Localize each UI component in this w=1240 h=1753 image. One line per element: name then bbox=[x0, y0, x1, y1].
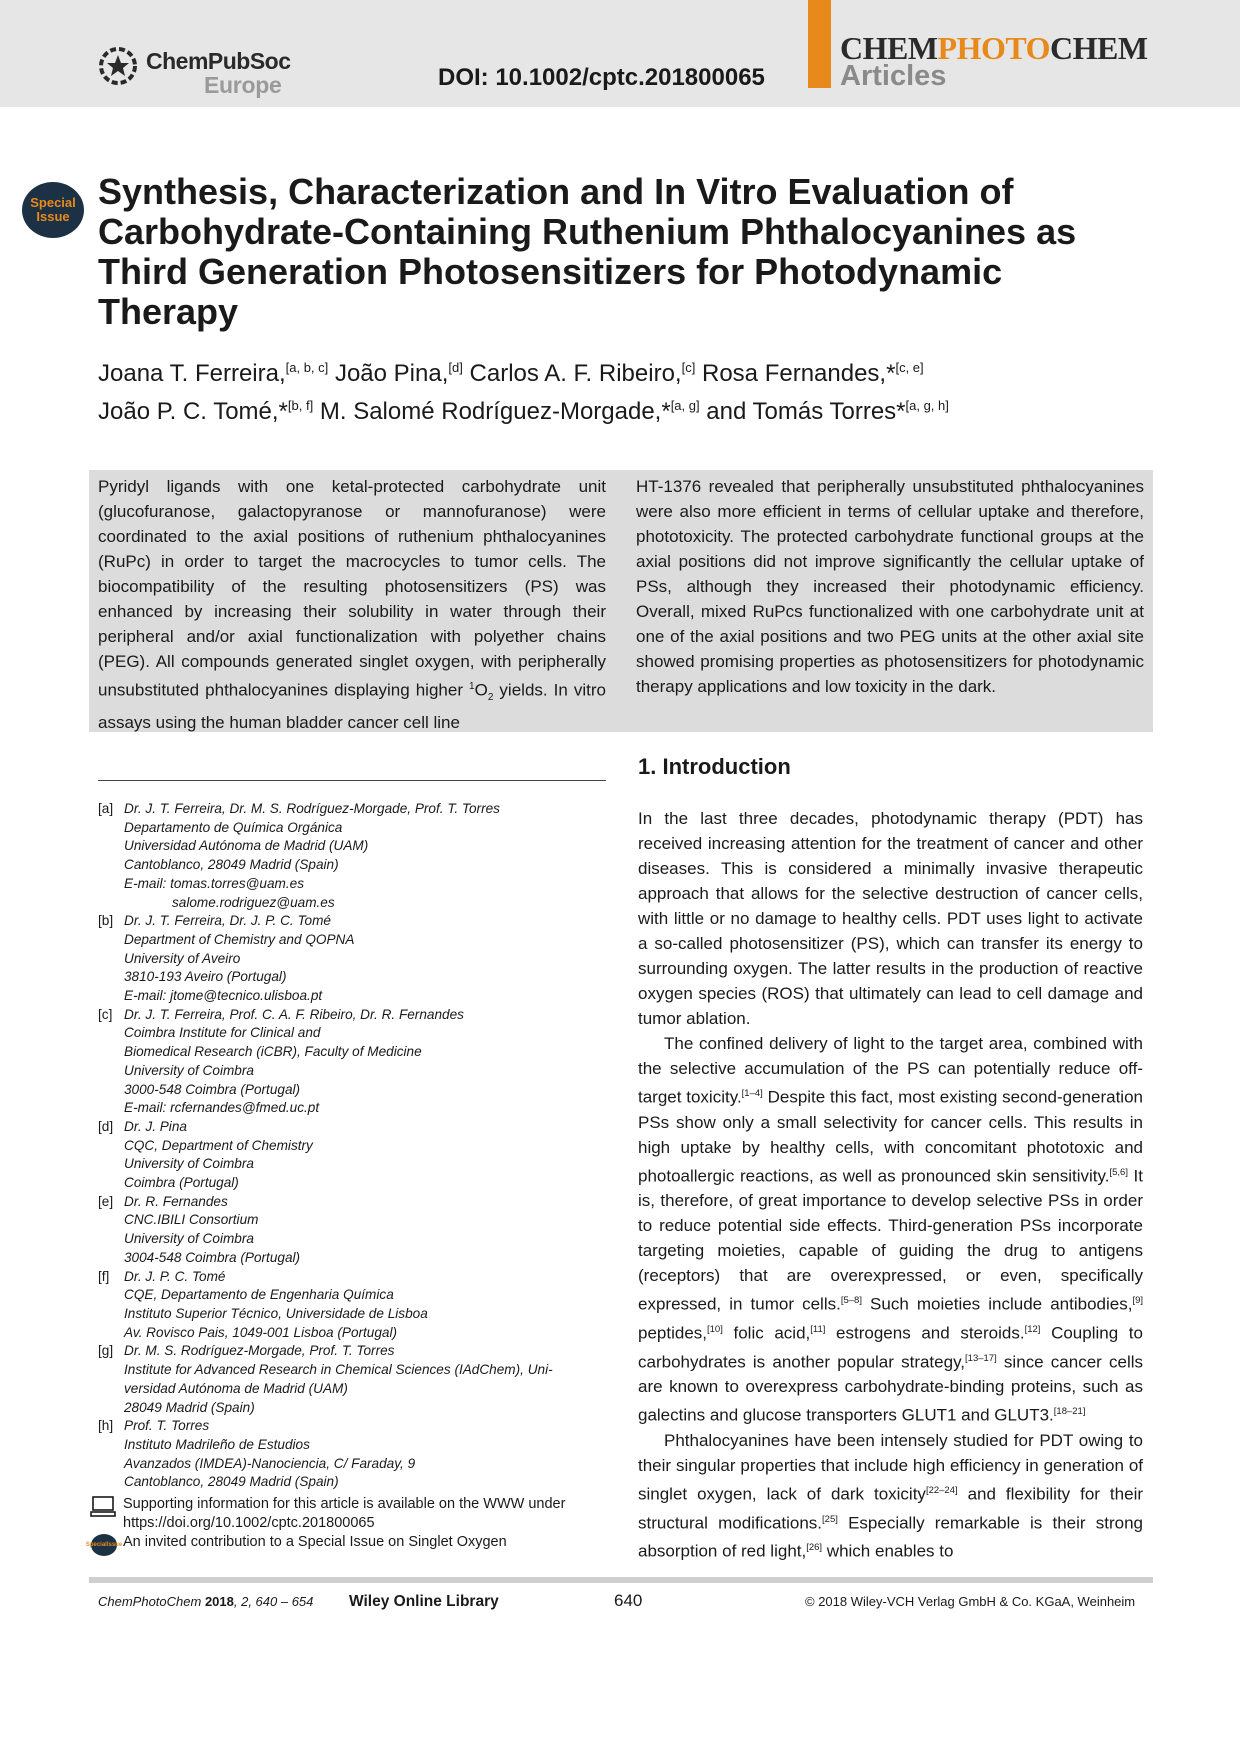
abstract-right-column: HT-1376 revealed that peripherally unsubstituted phthalocyanines were also more efficient in terms of cellular uptake and therefore, phototoxicity. The protected carbohydrate functional groups at the axial positions did not improve significantly the cellular uptake of PSs, although they increased their photodynamic efficiency. Overall, mixed RuPcs functionalized with one carbohydrate unit at one of the axial positions and two PEG units at the other axial site showed promising properties as photosensitizers for photodynamic therapy applications and low toxicity in the dark. bbox=[636, 477, 1144, 696]
intro-paragraph-3: Phthalocyanines have been intensely studied for PDT owing to their singular properties that include high efficiency in generation of singlet oxygen, lack of dark toxicity[22–24] and flexibility for their structural modifications.[25] Especially remarkable is their strong absorption of red light,[26] which enables to bbox=[638, 1430, 1144, 1561]
wiley-online-library-link[interactable]: Wiley Online Library bbox=[349, 1593, 499, 1610]
footnote-divider bbox=[98, 780, 606, 781]
affiliation-b bbox=[98, 912, 606, 1006]
affiliation-line: Dr. J. T. Ferreira, Dr. J. P. C. Tomé bbox=[124, 913, 331, 929]
affiliation-line: versidad Autónoma de Madrid (UAM) bbox=[124, 1380, 348, 1396]
affiliation-tag: [g] bbox=[98, 1343, 114, 1359]
logo-text-europe: Europe bbox=[204, 72, 282, 98]
introduction-body bbox=[638, 806, 1143, 1564]
citation-ref[interactable]: [26] bbox=[806, 1542, 823, 1554]
citation-ref[interactable]: [13–17] bbox=[965, 1352, 997, 1364]
author[interactable]: João Pina,[d] bbox=[334, 360, 463, 387]
affiliation-c bbox=[98, 1006, 606, 1118]
affiliation-d bbox=[98, 1118, 606, 1193]
affiliation-line: Cantoblanco, 28049 Madrid (Spain) bbox=[124, 1474, 339, 1490]
affiliation-tag: [a] bbox=[98, 801, 114, 816]
footer-divider bbox=[89, 1577, 1153, 1583]
author[interactable]: Rosa Fernandes,*[c, e] bbox=[702, 360, 924, 387]
affiliation-line[interactable]: E-mail: jtome@tecnico.ulisboa.pt bbox=[124, 988, 323, 1004]
affiliation-line: Department of Chemistry and QOPNA bbox=[124, 931, 355, 947]
badge-line2: Issue bbox=[36, 209, 70, 224]
affiliation-line: CQE, Departamento de Engenharia Química bbox=[124, 1287, 394, 1303]
footer-citation: ChemPhotoChem 2018, 2, 640 – 654 bbox=[98, 1594, 314, 1609]
affiliation-line: Dr. R. Fernandes bbox=[124, 1193, 228, 1209]
introduction-heading: 1. Introduction bbox=[638, 754, 791, 779]
affiliation-tag: [d] bbox=[98, 1118, 114, 1134]
affiliation-line: Cantoblanco, 28049 Madrid (Spain) bbox=[124, 857, 339, 873]
affiliation-line: Institute for Advanced Research in Chemical Sciences (IAdChem), Uni- bbox=[124, 1362, 553, 1378]
affiliation-line: Dr. J. P. C. Tomé bbox=[124, 1268, 226, 1284]
affiliation-tag: [e] bbox=[98, 1193, 114, 1209]
journal-name-part2: PHOTO bbox=[937, 30, 1051, 66]
affiliation-line: 28049 Madrid (Spain) bbox=[124, 1399, 255, 1415]
computer-icon bbox=[90, 1496, 116, 1518]
affiliation-line: University of Aveiro bbox=[124, 950, 241, 966]
journal-name-part3: CHEM bbox=[1050, 30, 1148, 66]
affiliation-line: Universidad Autónoma de Madrid (UAM) bbox=[124, 838, 369, 854]
affiliation-line: Dr. J. Pina bbox=[124, 1118, 187, 1134]
author[interactable]: Carlos A. F. Ribeiro,[c] bbox=[469, 360, 696, 387]
affiliation-f bbox=[98, 1268, 606, 1343]
affiliation-line: Prof. T. Torres bbox=[124, 1418, 210, 1434]
affiliation-line: Biomedical Research (iCBR), Faculty of Medicine bbox=[124, 1044, 422, 1060]
affiliation-line: University of Coimbra bbox=[124, 1062, 254, 1078]
affiliation-line[interactable]: E-mail: rcfernandes@fmed.uc.pt bbox=[124, 1100, 320, 1116]
author[interactable]: and Tomás Torres*[a, g, h] bbox=[706, 398, 949, 425]
affiliation-email[interactable]: salome.rodriguez@uam.es bbox=[172, 894, 335, 910]
citation-ref[interactable]: [12] bbox=[1024, 1323, 1041, 1335]
affiliation-line[interactable]: E-mail: tomas.torres@uam.es bbox=[124, 875, 304, 891]
citation-ref[interactable]: [10] bbox=[707, 1323, 723, 1335]
affiliation-h bbox=[98, 1417, 606, 1492]
affiliation-line: 3000-548 Coimbra (Portugal) bbox=[124, 1081, 301, 1097]
affiliation-line: 3004-548 Coimbra (Portugal) bbox=[124, 1249, 301, 1265]
doi-link[interactable]: DOI: 10.1002/cptc.201800065 bbox=[438, 64, 765, 91]
intro-paragraph-1: In the last three decades, photodynamic therapy (PDT) has received increasing attention for the treatment of cancer and other diseases. This is considered a minimally invasive therapeutic approach that allows for the selective destruction of cancer cells, with little or no damage to healthy cells. PDT uses light to activate a so-called photosensitizer (PS), which can transfer its energy to surrounding oxygen. The latter results in the production of reactive oxygen species (ROS) that ultimately can lead to cell damage and tumor ablation. bbox=[638, 809, 1143, 1028]
affiliation-line: Dr. M. S. Rodríguez-Morgade, Prof. T. Torres bbox=[124, 1343, 395, 1359]
citation-ref[interactable]: [5,6] bbox=[1109, 1166, 1128, 1178]
author[interactable]: M. Salomé Rodríguez-Morgade,*[a, g] bbox=[319, 398, 700, 425]
affiliation-a bbox=[98, 800, 606, 912]
affiliation-line: Departamento de Química Orgánica bbox=[124, 819, 343, 835]
citation-ref[interactable]: [1–4] bbox=[741, 1088, 763, 1099]
chempubsoc-logo-icon bbox=[98, 46, 138, 86]
journal-name-part1: CHEM bbox=[840, 30, 938, 66]
affiliation-line: Coimbra (Portugal) bbox=[124, 1175, 239, 1191]
affiliation-tag: [c] bbox=[98, 1006, 113, 1022]
article-title: Synthesis, Characterization and In Vitro Evaluation of Carbohydrate-Containing Ruthenium Phthalocyanines as Third Generation Photosensitizers for Photodynamic Therapy bbox=[98, 171, 1077, 332]
affiliation-line: Dr. J. T. Ferreira, Prof. C. A. F. Ribeiro, Dr. R. Fernandes bbox=[124, 1006, 464, 1022]
affiliation-line: Dr. J. T. Ferreira, Dr. M. S. Rodríguez-Morgade, Prof. T. Torres bbox=[124, 801, 500, 816]
citation-ref[interactable]: [9] bbox=[1132, 1295, 1144, 1307]
affiliation-tag: [h] bbox=[98, 1418, 114, 1434]
citation-ref[interactable]: [5–8] bbox=[840, 1295, 862, 1307]
affiliation-tag: [f] bbox=[98, 1268, 110, 1284]
affiliation-line: Avanzados (IMDEA)-Nanociencia, C/ Faraday, 9 bbox=[124, 1455, 416, 1471]
accent-bar bbox=[808, 0, 831, 88]
page-number: 640 bbox=[614, 1591, 643, 1610]
affiliation-line: Coimbra Institute for Clinical and bbox=[124, 1025, 321, 1041]
affiliation-line: University of Coimbra bbox=[124, 1231, 254, 1247]
citation-ref[interactable]: [18–21] bbox=[1053, 1406, 1086, 1418]
author-list bbox=[98, 352, 1138, 428]
affiliation-line: CQC, Department of Chemistry bbox=[124, 1137, 313, 1153]
affiliation-line: Av. Rovisco Pais, 1049-001 Lisboa (Portugal) bbox=[124, 1324, 398, 1340]
citation-ref[interactable]: [25] bbox=[822, 1513, 838, 1525]
invited-contribution-text: An invited contribution to a Special Issue on Singlet Oxygen bbox=[123, 1534, 507, 1550]
affiliation-footnotes bbox=[98, 800, 606, 1492]
supporting-info-text[interactable]: Supporting information for this article is available on the WWW under https://doi.org/10.1002/cptc.201800065 bbox=[123, 1496, 566, 1531]
citation-ref[interactable]: [22–24] bbox=[925, 1484, 958, 1496]
badge-line1: Special bbox=[30, 195, 76, 210]
special-issue-mini-icon: Special Issue bbox=[91, 1534, 117, 1556]
author[interactable]: João P. C. Tomé,*[b, f] bbox=[98, 398, 314, 425]
special-issue-badge[interactable] bbox=[22, 182, 84, 238]
publisher-logo[interactable] bbox=[98, 44, 291, 100]
abstract-left-column: Pyridyl ligands with one ketal-protected carbohydrate unit (glucofuranose, galactopyranose or mannofuranose) were coordinated to the axial positions of ruthenium phthalocyanines (RuPc) in order to target the macrocycles to tumor cells. The biocompatibility of the resulting photosensitizers (PS) was enhanced by increasing their solubility in water through their peripheral and/or axial functionalization with polyether chains (PEG). All compounds generated singlet oxygen, with peripherally unsubstituted phthalocyanines displaying higher $^1O_2$ yields. In vitro assays using the human bladder cancer cell line bbox=[98, 477, 606, 733]
affiliation-tag: [b] bbox=[98, 913, 114, 929]
intro-paragraph-2: The confined delivery of light to the target area, combined with the selective accumulation of the PS can potentially reduce off-target toxicity.[1–4] Despite this fact, most existing second-generation PSs show only a small selectivity for cancer cells. This results in high uptake by healthy cells, with concomitant phototoxic and photoallergic reactions, as well as pronounced skin sensitivity.[5,6] It is, therefore, of great importance to develop selective PSs in order to reduce potential side effects. Third-generation PSs incorporate targeting moieties, capable of guiding the drug to antigens (receptors) that are overexpressed, or even, specifically expressed, in tumor cells.[5–8] Such moieties include antibodies,[9] peptides,[10] folic acid,[11] estrogens and steroids.[12] Coupling to carbohydrates is another popular strategy,[13–17] since cancer cells are known to overexpress carbohydrate-binding proteins, such as galectins and glucose transporters GLUT1 and GLUT3.[18–21] bbox=[638, 1034, 1144, 1425]
affiliation-line: Instituto Madrileño de Estudios bbox=[124, 1436, 310, 1452]
logo-text-chempubsoc: ChemPubSoc bbox=[146, 48, 291, 74]
citation-ref[interactable]: [11] bbox=[810, 1323, 826, 1335]
section-label: Articles bbox=[840, 60, 947, 92]
affiliation-line: CNC.IBILI Consortium bbox=[124, 1212, 259, 1228]
copyright-notice: © 2018 Wiley-VCH Verlag GmbH & Co. KGaA, Weinheim bbox=[805, 1594, 1136, 1609]
affiliation-line: University of Coimbra bbox=[124, 1156, 254, 1172]
affiliation-line: Instituto Superior Técnico, Universidade de Lisboa bbox=[124, 1305, 428, 1321]
affiliation-g bbox=[98, 1342, 606, 1417]
author[interactable]: Joana T. Ferreira,[a, b, c] bbox=[98, 360, 329, 387]
affiliation-e bbox=[98, 1193, 606, 1268]
affiliation-line: 3810-193 Aveiro (Portugal) bbox=[124, 969, 287, 985]
